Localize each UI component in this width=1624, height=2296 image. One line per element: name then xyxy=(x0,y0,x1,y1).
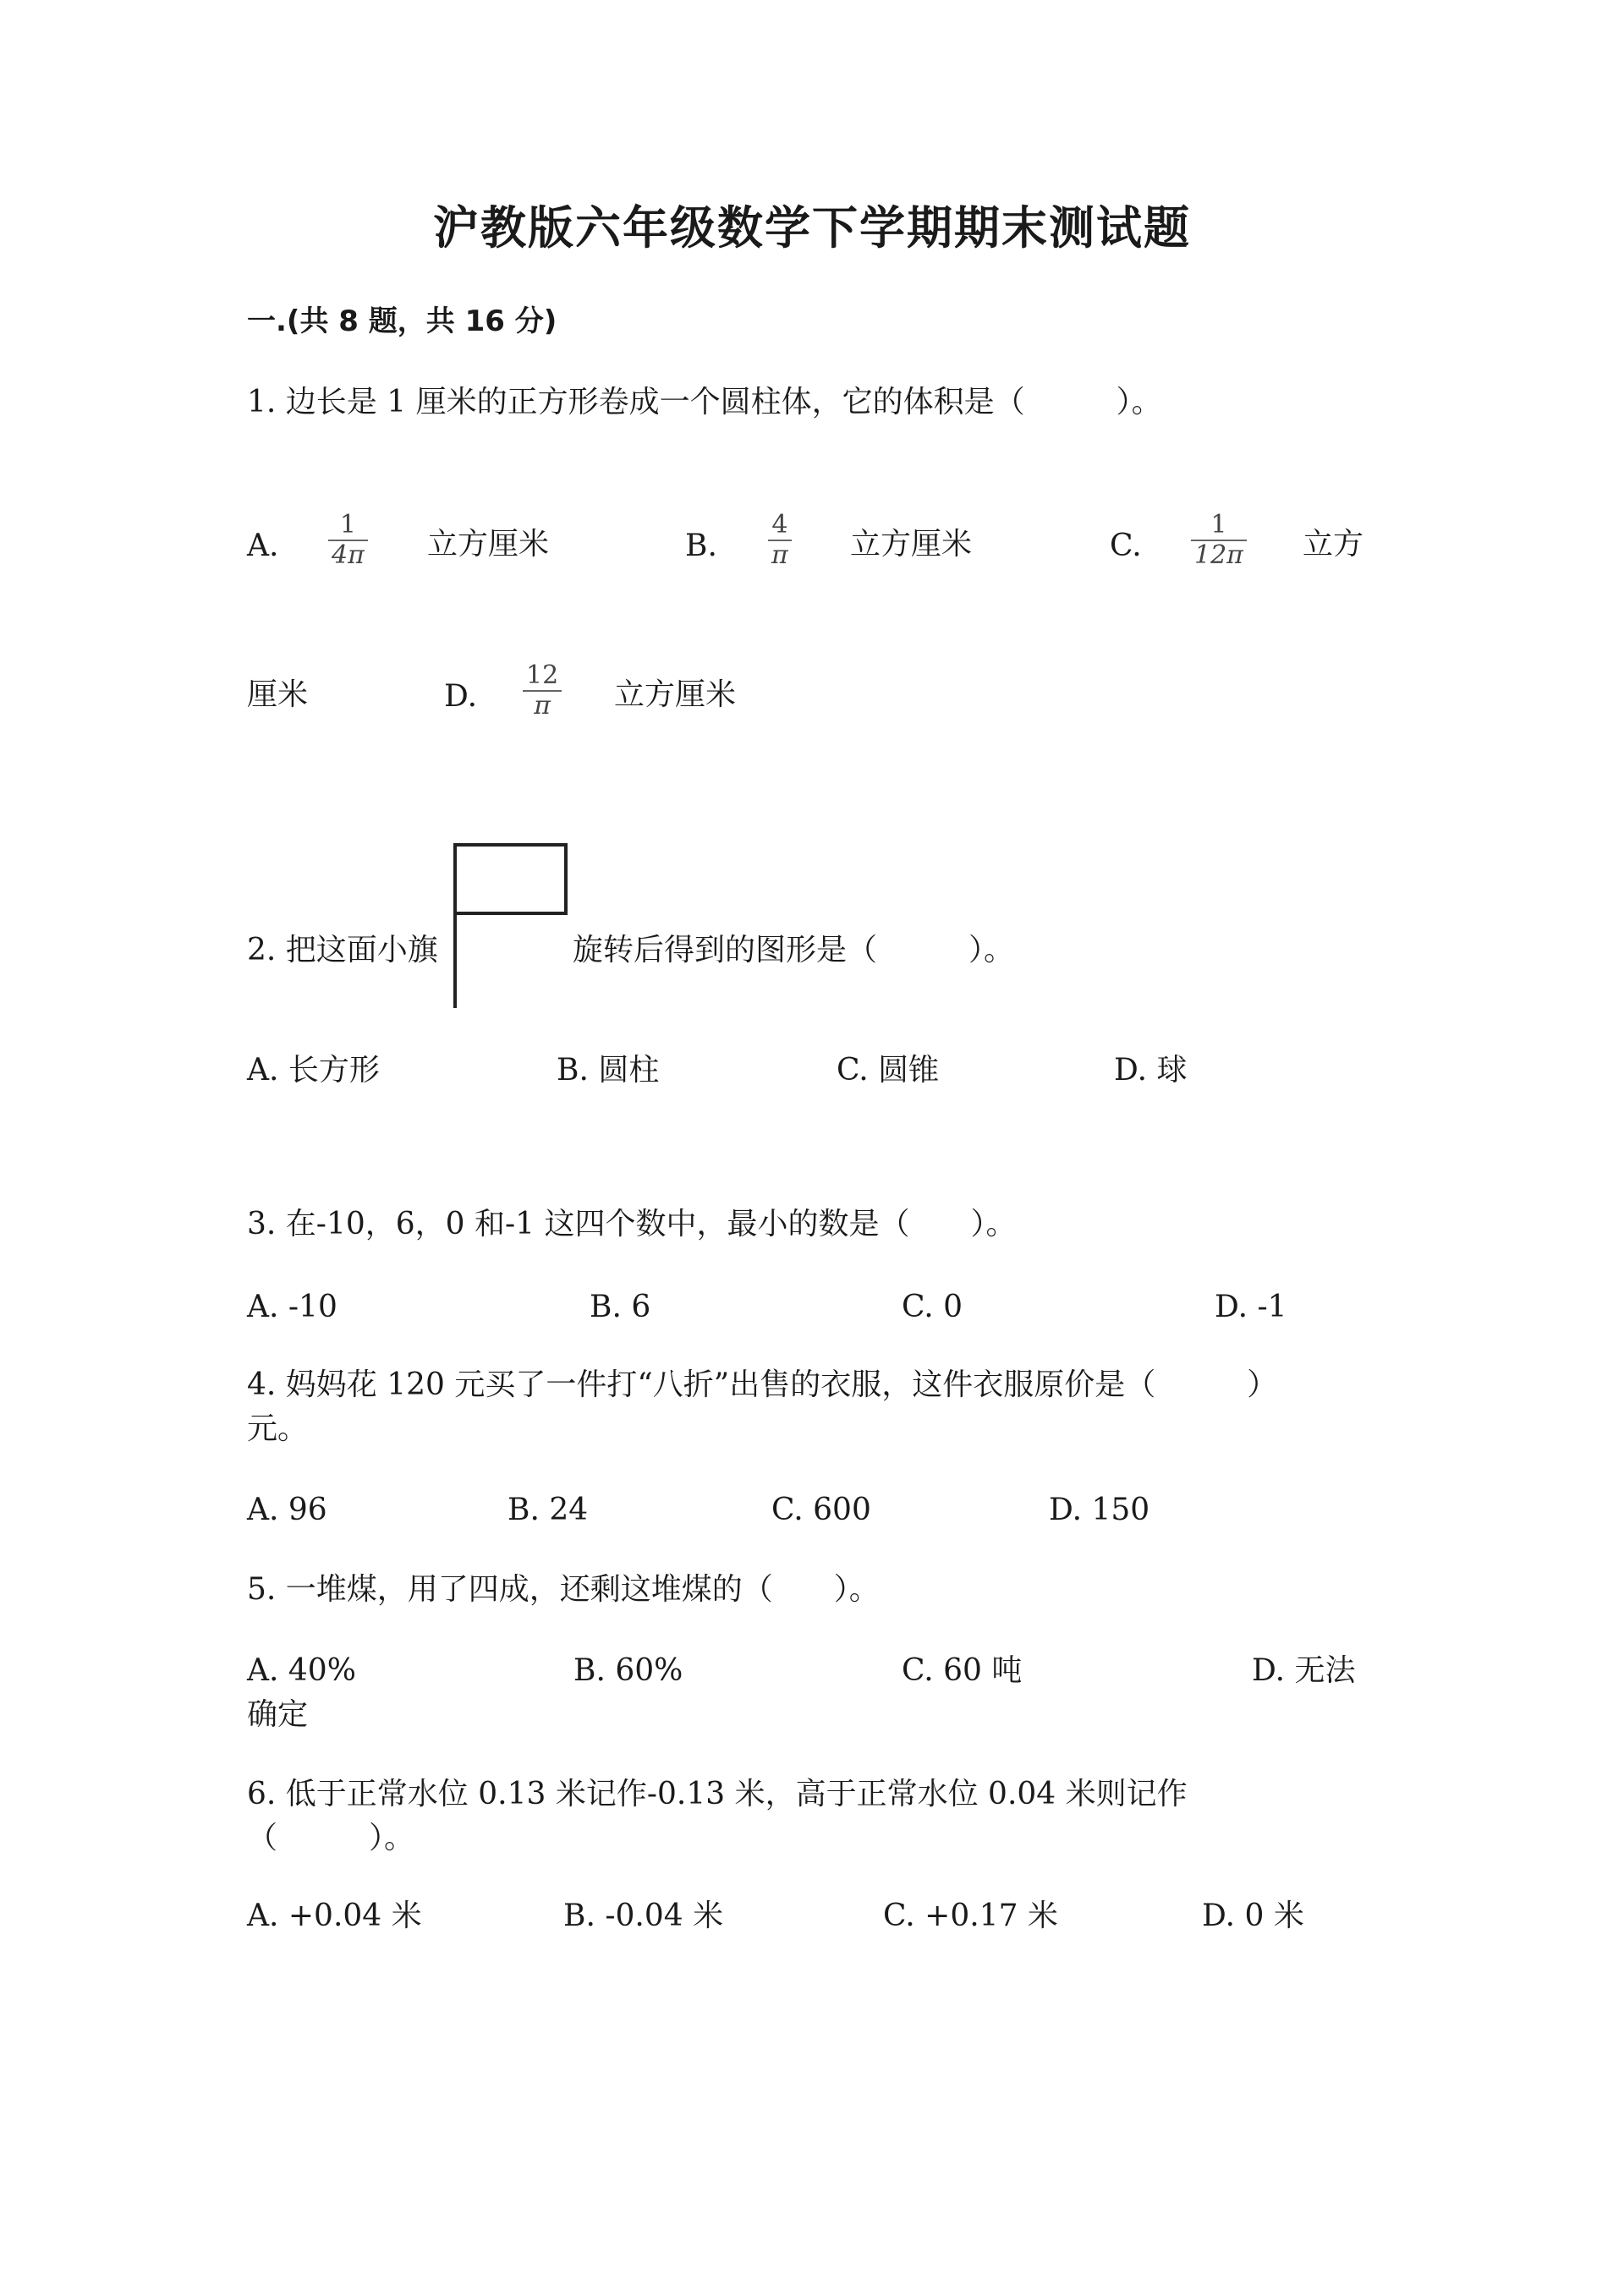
q1-option-b-numerator: 4 xyxy=(771,510,788,540)
q1-option-b-denominator: π xyxy=(771,540,788,570)
q3-option-b: B. 6 xyxy=(590,1290,651,1324)
q6-option-a: A. +0.04 米 xyxy=(247,1899,422,1933)
question-2-text-before: 2. 把这面小旗 xyxy=(247,933,438,967)
question-4-text-line2: 元。 xyxy=(247,1411,309,1446)
q1-option-a-unit: 立方厘米 xyxy=(427,527,550,562)
q4-option-a: A. 96 xyxy=(247,1493,327,1527)
q6-option-c: C. +0.17 米 xyxy=(883,1899,1058,1933)
question-2-text-after: 旋转后得到的图形是（ ）。 xyxy=(573,933,1015,967)
q1-option-a-denominator: 4π xyxy=(332,540,365,570)
question-6-text-line1: 6. 低于正常水位 0.13 米记作-0.13 米，高于正常水位 0.04 米则记作 xyxy=(247,1777,1188,1811)
q1-option-d-unit: 立方厘米 xyxy=(614,677,737,712)
q5-option-a: A. 40% xyxy=(247,1653,356,1688)
q1-option-a-label: A. xyxy=(247,529,279,563)
q3-option-d: D. -1 xyxy=(1215,1290,1287,1324)
page-title: 沪教版六年级数学下学期期末测试题 xyxy=(433,201,1191,255)
q4-option-c: C. 600 xyxy=(771,1493,871,1527)
section-heading: 一.(共 8 题，共 16 分) xyxy=(247,304,557,338)
question-1-text: 1. 边长是 1 厘米的正方形卷成一个圆柱体，它的体积是（ ）。 xyxy=(247,385,1162,419)
q1-option-c-label: C. xyxy=(1110,529,1142,563)
q1-option-c-unit-continued: 厘米 xyxy=(247,677,309,712)
q1-option-b-unit: 立方厘米 xyxy=(850,527,973,562)
q6-option-d: D. 0 米 xyxy=(1202,1899,1304,1933)
q1-option-d-fraction xyxy=(523,661,562,721)
q4-option-d: D. 150 xyxy=(1049,1493,1150,1527)
q2-option-d: D. 球 xyxy=(1114,1053,1188,1088)
q5-option-b: B. 60% xyxy=(573,1653,683,1688)
q1-option-d-label: D. xyxy=(444,679,478,714)
q5-option-d-continued: 确定 xyxy=(247,1697,309,1732)
q1-option-c-numerator: 1 xyxy=(1210,510,1227,540)
q1-option-c-unit: 立方 xyxy=(1303,527,1364,562)
q1-option-a-fraction xyxy=(328,511,368,570)
q4-option-b: B. 24 xyxy=(508,1493,589,1527)
q3-option-a: A. -10 xyxy=(247,1290,337,1324)
q1-option-b-fraction xyxy=(768,511,792,570)
q5-option-c: C. 60 吨 xyxy=(902,1653,1023,1688)
q5-option-d: D. 无法 xyxy=(1252,1653,1356,1688)
q6-option-b: B. -0.04 米 xyxy=(563,1899,724,1933)
q3-option-c: C. 0 xyxy=(902,1290,963,1324)
q1-option-b-label: B. xyxy=(685,529,717,563)
question-5-text: 5. 一堆煤，用了四成，还剩这堆煤的（ ）。 xyxy=(247,1572,880,1607)
question-4-text-line1: 4. 妈妈花 120 元买了一件打“八折”出售的衣服，这件衣服原价是（ ） xyxy=(247,1367,1278,1402)
question-3-text: 3. 在-10，6，0 和-1 这四个数中，最小的数是（ ）。 xyxy=(247,1207,1017,1241)
flag-cloth xyxy=(455,845,566,913)
q1-option-c-fraction xyxy=(1191,511,1247,570)
q1-option-d-numerator: 12 xyxy=(526,660,559,690)
q1-option-d-denominator: π xyxy=(534,691,551,721)
q1-option-a-numerator: 1 xyxy=(339,510,356,540)
question-6-text-line2: （ ）。 xyxy=(247,1821,415,1855)
q2-option-c: C. 圆锥 xyxy=(837,1053,940,1088)
q2-option-b: B. 圆柱 xyxy=(557,1053,660,1088)
q2-option-a: A. 长方形 xyxy=(247,1053,380,1088)
flag-figure xyxy=(450,841,570,1010)
q1-option-c-denominator: 12π xyxy=(1194,540,1243,570)
